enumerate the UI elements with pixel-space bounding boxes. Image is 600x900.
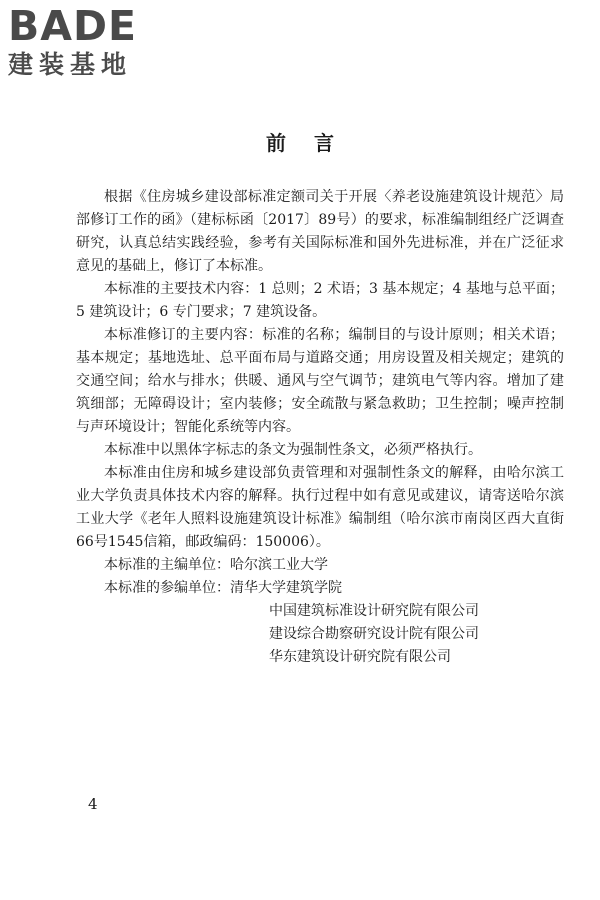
participating-unit: 清华大学建筑学院 <box>230 580 342 596</box>
participating-unit: 中国建筑标准设计研究院有限公司 <box>269 603 479 619</box>
page-number: 4 <box>88 795 98 813</box>
logo-wordmark: BADE <box>8 2 138 50</box>
participating-unit: 华东建筑设计研究院有限公司 <box>269 649 451 665</box>
paragraph-main-content: 本标准的主要技术内容：1 总则；2 术语；3 基本规定；4 基地与总平面；5 建筑设计；6 专门要求；7 建筑设备。 <box>76 281 564 320</box>
chief-editor-unit: 本标准的主编单位：哈尔滨工业大学 <box>104 557 328 573</box>
participating-unit: 建设综合勘察研究设计院有限公司 <box>269 626 479 642</box>
participating-units-label: 本标准的参编单位： <box>104 580 230 596</box>
brand-logo <box>8 4 178 80</box>
paragraph-revisions: 本标准修订的主要内容：标准的名称；编制目的与设计原则；相关术语；基本规定；基地选址、总平面布局与道路交通；用房设置及相关规定；建筑的交通空间；给水与排水；供暖、通风与空气调节；建筑电气等内容。增加了建筑细部；无障碍设计；室内装修；安全疏散与紧急救助；卫生控制；噪声控制与声环境设计；智能化系统等内容。 <box>76 327 564 435</box>
preface-body <box>76 186 564 669</box>
paragraph-management: 本标准由住房和城乡建设部负责管理和对强制性条文的解释，由哈尔滨工业大学负责具体技术内容的解释。执行过程中如有意见或建议，请寄送哈尔滨工业大学《老年人照料设施建筑设计标准》编制组（哈尔滨市南岗区西大直街66号1545信箱，邮政编码：150006）。 <box>76 465 564 550</box>
paragraph-mandatory: 本标准中以黑体字标志的条文为强制性条文，必须严格执行。 <box>104 442 482 458</box>
participating-units-first-line <box>76 577 564 600</box>
paragraph-basis: 根据《住房城乡建设部标准定额司关于开展〈养老设施建筑设计规范〉局部修订工作的函》（建标标函〔2017〕89号）的要求，标准编制组经广泛调查研究，认真总结实践经验，参考有关国际标准和国外先进标准，并在广泛征求意见的基础上，修订了本标准。 <box>76 189 564 274</box>
page-title: 前言 <box>266 131 362 155</box>
participating-units <box>76 577 564 669</box>
logo-subtitle: 建装基地 <box>8 50 133 79</box>
